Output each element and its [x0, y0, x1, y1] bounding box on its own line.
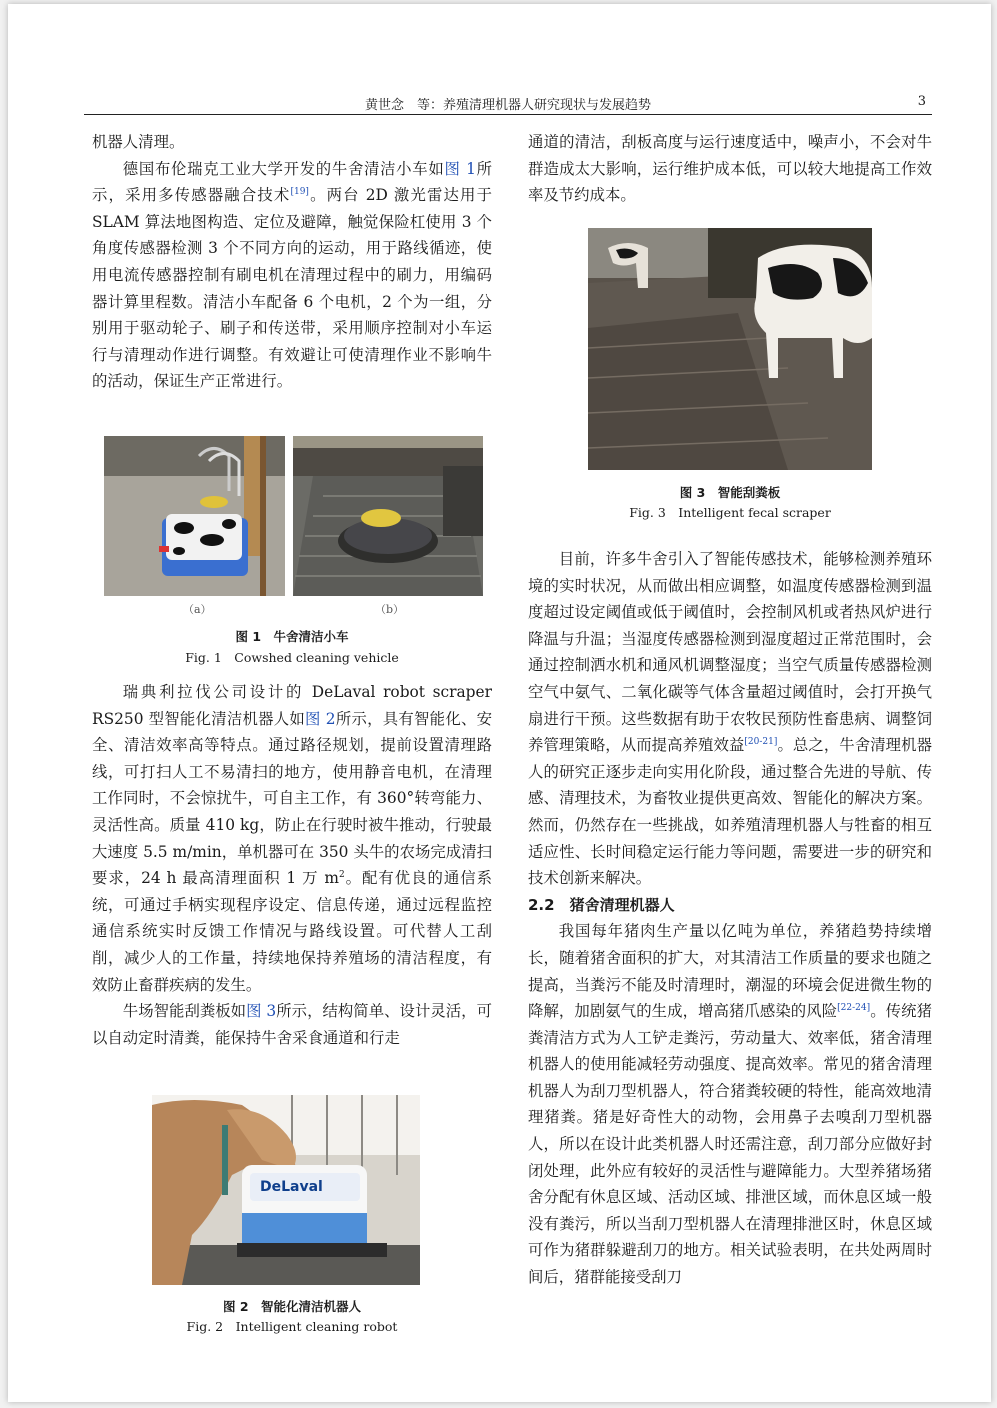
- left-column-top-text: [92, 129, 492, 395]
- figure-1a-label: （a）: [183, 603, 212, 616]
- paragraph: 我国每年猪肉生产量以亿吨为单位，养猪趋势持续增长，随着猪舍面积的扩大，对其清洁工作质量的要求也随之提高，当粪污不能及时清理时，潮湿的环境会促进微生物的降解，加剧氨气的生成，增高猪爪感染的风险[22-24]。传统猪粪清洁方式为人工铲走粪污，劳动量大、效率低，猪舍清理机器人的使用能减轻劳动强度、提高效率。常见的猪舍清理机器人为刮刀型机器人，符合猪粪较硬的特性，能高效地清理猪粪。猪是好奇性大的动物，会用鼻子去嗅刮刀型机器人，所以在设计此类机器人时还需注意，刮刀部分应做好封闭处理，此外应有较好的灵活性与避障能力。大型养猪场猪舍分配有休息区域、活动区域、排泄区域，而休息区域一般没有粪污，所以当刮刀型机器人在清理排泄区时，休息区域可作为猪群躲避刮刀的地方。相关试验表明，在共处两周时间后，猪群能接受刮刀: [528, 922, 932, 1287]
- paragraph: 目前，许多牛舍引入了智能传感技术，能够检测养殖环境的实时状况，从而做出相应调整，如温度传感器检测到温度超过设定阈值或低于阈值时，会控制风机或者热风炉进行降温与升温；当湿度传感器检测到湿度超过正常范围时，会通过控制洒水机和通风机调整湿度；当空气质量传感器检测空气中氨气、二氧化碳等气体含量超过阈值时，会打开换气扇进行干预。这些数据有助于农牧民预防性畜患病、调整饲养管理策略，从而提高养殖效益[20-21]。总之，牛舍清理机器人的研究正逐步走向实用化阶段，通过整合先进的导航、传感、清理技术，为畜牧业提供更高效、智能化的解决方案。然而，仍然存在一些挑战，如养殖清理机器人与牲畜的相互适应性、长时间稳定运行能力等问题，需要进一步的研究和技术创新来解决。: [528, 550, 932, 888]
- figure-2-caption-cn: 图 2 智能化清洁机器人: [222, 1299, 362, 1314]
- paragraph: 德国布伦瑞克工业大学开发的牛舍清洁小车如图 1所示，采用多传感器融合技术[19]。两台 2D 激光雷达用于 SLAM 算法地图构造、定位及避障，触觉保险杠使用 3 个角度传感器检测 3 个不同方向的运动，用于路线循迹，使用电流传感器控制有刷电机在清理过程中的刷力，用编码器计算里程数。清洁小车配备 6 个电机，2 个为一组，分别用于驱动轮子、刷子和传送带，采用顺序控制对小车运行与清理动作进行调整。有效避让可使清理作业不影响牛的活动，保证生产正常进行。: [92, 159, 492, 391]
- figure-3-caption-en: Fig. 3 Intelligent fecal scraper: [629, 505, 831, 520]
- paragraph: 牛场智能刮粪板如图 3所示，结构简单、设计灵活，可以自动定时清粪，能保持牛舍采食通道和行走: [92, 1002, 492, 1047]
- running-header: [84, 92, 932, 115]
- citation-link[interactable]: [22-24]: [837, 1002, 871, 1013]
- right-column-top-text: [528, 129, 932, 209]
- figure-1-caption-en: Fig. 1 Cowshed cleaning vehicle: [185, 650, 399, 665]
- paragraph: 瑞典利拉伐公司设计的 DeLaval robot scraper RS250 型智能化清洁机器人如图 2所示，具有智能化、安全、清洁效率高等特点。通过路径规划，提前设置清理路线，可打扫人工不易清扫的地方，使用静音电机，在清理工作同时，不会惊扰牛，可自主工作，有 360°转弯能力、灵活性高。质量 410 kg，防止在行驶时被牛推动，行驶最大速度 5.5 m/min，单机器可在 350 头牛的农场完成清扫要求，24 h 最高清理面积 1 万 $m^2$。配有优良的通信系统，可通过手柄实现程序设定、信息传递，通过远程监控通信系统实时反馈工作情况与路线设置。可代替人工刮削，减少人的工作量，持续地保持养殖场的清洁程度，有效防止畜群疾病的发生。: [92, 683, 492, 994]
- figure-2-caption-en: Fig. 2 Intelligent cleaning robot: [186, 1319, 398, 1334]
- delaval-logo: DeLaval: [260, 1179, 323, 1195]
- paragraph: 通道的清洁，刮板高度与运行速度适中，噪声小，不会对牛群造成太大影响，运行维护成本低，可以较大地提高工作效率及节约成本。: [528, 133, 932, 205]
- right-column-lower-text: [528, 546, 932, 1291]
- figure-ref-link[interactable]: 图 3: [246, 1002, 277, 1021]
- left-column-middle-text: [92, 679, 492, 1051]
- figure-ref-link[interactable]: 图 2: [305, 709, 336, 728]
- running-title: 黄世念 等：养殖清理机器人研究现状与发展趋势: [364, 98, 651, 113]
- figure-2-image: [152, 1095, 420, 1285]
- citation-link[interactable]: [19]: [290, 187, 309, 198]
- page-number: 3: [917, 94, 926, 109]
- figure-1-caption-cn: 图 1 牛舍清洁小车: [235, 629, 349, 644]
- figure-1b-image: [293, 436, 483, 596]
- figure-1b-label: （b）: [375, 603, 405, 616]
- figure-1a-image: [104, 436, 285, 596]
- paragraph: 机器人清理。: [92, 133, 185, 151]
- figure-ref-link[interactable]: 图 1: [444, 159, 476, 178]
- figure-3-caption-cn: 图 3 智能刮粪板: [679, 485, 781, 500]
- section-heading: 2.2 猪舍清理机器人: [528, 895, 675, 914]
- figure-3-image: [588, 228, 872, 470]
- citation-link[interactable]: [20-21]: [744, 737, 778, 748]
